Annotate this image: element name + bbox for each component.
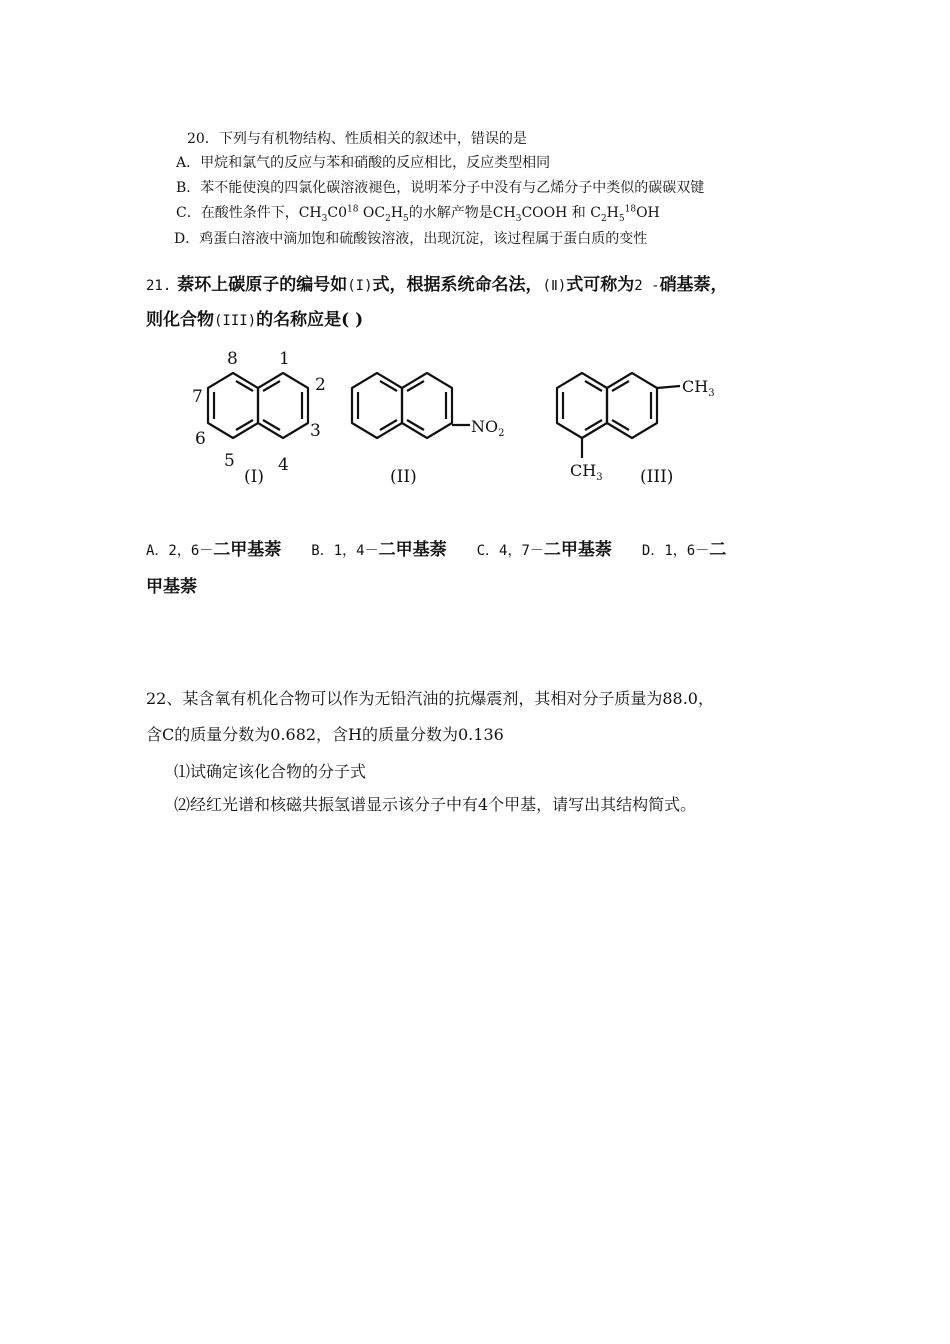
q20-option-d: D．鸡蛋白溶液中滴加饱和硫酸铵溶液，出现沉淀，该过程属于蛋白质的变性	[174, 231, 648, 247]
naphthalene-i-structure	[208, 373, 308, 438]
atom-number-4: 4	[278, 455, 289, 475]
q21-option-c: 二甲基萘	[543, 540, 612, 560]
atom-number-2: 2	[315, 375, 326, 395]
q21-option-b-prefix: B．1，4－	[311, 543, 379, 559]
atom-number-3: 3	[310, 421, 321, 441]
atom-number-6: 6	[195, 429, 206, 449]
methyl-label-4: $CH_3$	[570, 461, 603, 483]
q20-option-c: C．在酸性条件下，$CH_3C0^{18}$ $OC_2H_5$的水解产物是$CH_3COOH$ 和 $C_2H_5^{18}OH$	[176, 204, 660, 224]
q21-option-b: 二甲基萘	[378, 540, 447, 560]
q20-option-b: B．苯不能使溴的四氯化碳溶液褪色，说明苯分子中没有与乙烯分子中类似的碳碳双键	[176, 180, 705, 196]
label-ii: (II)	[390, 467, 417, 487]
q21-stem-line1: 21. 萘环上碳原子的编号如(I)式，根据系统命名法，(Ⅱ)式可称为2 -硝基萘，	[146, 275, 728, 295]
q21-option-a: 二甲基萘	[213, 540, 282, 560]
atom-number-8: 8	[227, 349, 238, 369]
q21-option-d-continued: 甲基萘	[146, 577, 197, 597]
atom-number-5: 5	[224, 451, 235, 471]
q21-option-c-prefix: C．4，7－	[476, 543, 544, 559]
methyl-label-7: $CH_3$	[682, 377, 715, 399]
atom-number-7: 7	[192, 387, 203, 407]
nitro-group-label: $NO_2$	[471, 417, 505, 439]
q22-stem-line2: 含C的质量分数为0.682，含H的质量分数为0.136	[146, 725, 504, 744]
label-iii: (III)	[640, 467, 674, 487]
q21-stem-line2: 则化合物(III)的名称应是( )	[146, 310, 364, 330]
q20-stem: 20．下列与有机物结构、性质相关的叙述中，错误的是	[187, 131, 527, 147]
q22-sub-question-2: ⑵经红光谱和核磁共振氢谱显示该分子中有4个甲基，请写出其结构简式。	[174, 795, 697, 814]
q21-option-d: 二	[709, 540, 727, 560]
label-i: (I)	[244, 467, 264, 487]
naphthalene-iii-structure	[557, 373, 680, 458]
atom-number-1: 1	[279, 349, 290, 369]
q20-option-a: A．甲烷和氯气的反应与苯和硝酸的反应相比，反应类型相同	[176, 155, 551, 171]
q22-stem-line1: 22、某含氧有机化合物可以作为无铅汽油的抗爆震剂，其相对分子质量为88.0，	[146, 689, 714, 708]
q21-options	[146, 535, 726, 560]
q22-sub-question-1: ⑴试确定该化合物的分子式	[174, 762, 367, 781]
q21-option-d-prefix: D．1，6－	[641, 543, 710, 559]
naphthalene-structures-figure	[180, 340, 740, 505]
naphthalene-ii-structure	[352, 373, 470, 438]
q21-option-a-prefix: A．2，6－	[146, 543, 214, 559]
